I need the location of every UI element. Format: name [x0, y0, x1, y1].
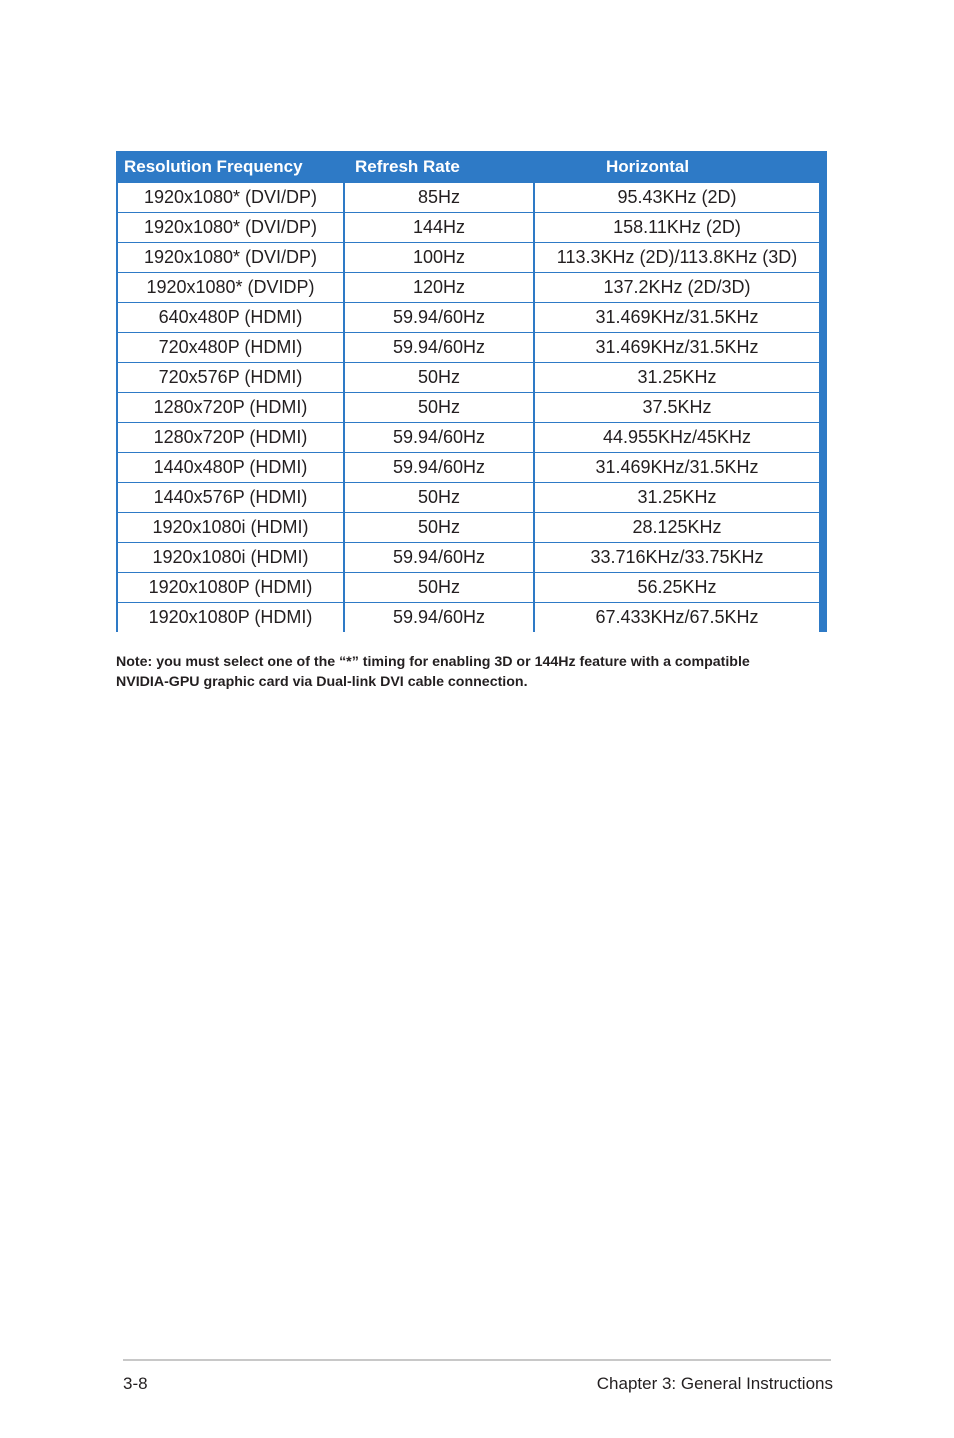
table-row — [117, 213, 820, 243]
table-row — [117, 303, 820, 333]
cell-resolution: 1920x1080P (HDMI) — [117, 603, 344, 633]
note-line-2: NVIDIA-GPU graphic card via Dual-link DVI cable connection. — [116, 674, 528, 690]
cell-refresh-rate: 59.94/60Hz — [344, 423, 534, 453]
table-header-row — [117, 151, 820, 183]
table-body — [117, 183, 820, 633]
header-resolution-frequency: Resolution Frequency — [117, 151, 344, 183]
cell-resolution: 1280x720P (HDMI) — [117, 393, 344, 423]
cell-refresh-rate: 59.94/60Hz — [344, 543, 534, 573]
note-text — [116, 652, 836, 692]
table-row — [117, 573, 820, 603]
cell-horizontal: 56.25KHz — [534, 573, 820, 603]
cell-resolution: 720x576P (HDMI) — [117, 363, 344, 393]
cell-horizontal: 31.25KHz — [534, 483, 820, 513]
table-row — [117, 483, 820, 513]
cell-horizontal: 31.469KHz/31.5KHz — [534, 453, 820, 483]
cell-horizontal: 31.25KHz — [534, 363, 820, 393]
cell-horizontal: 44.955KHz/45KHz — [534, 423, 820, 453]
cell-horizontal: 67.433KHz/67.5KHz — [534, 603, 820, 633]
timing-table — [116, 151, 821, 632]
cell-resolution: 1280x720P (HDMI) — [117, 423, 344, 453]
cell-resolution: 1920x1080i (HDMI) — [117, 513, 344, 543]
page-number: 3-8 — [123, 1374, 148, 1393]
cell-horizontal: 37.5KHz — [534, 393, 820, 423]
note-line-1: Note: you must select one of the “*” timing for enabling 3D or 144Hz feature with a compatible — [116, 654, 750, 670]
cell-refresh-rate: 50Hz — [344, 393, 534, 423]
cell-resolution: 720x480P (HDMI) — [117, 333, 344, 363]
cell-resolution: 1920x1080* (DVI/DP) — [117, 213, 344, 243]
cell-refresh-rate: 50Hz — [344, 483, 534, 513]
cell-resolution: 1920x1080* (DVI/DP) — [117, 183, 344, 213]
cell-horizontal: 137.2KHz (2D/3D) — [534, 273, 820, 303]
timing-table-container — [116, 151, 827, 632]
cell-horizontal: 28.125KHz — [534, 513, 820, 543]
header-horizontal: Horizontal — [534, 151, 820, 183]
footer-divider — [123, 1359, 831, 1361]
table-row — [117, 273, 820, 303]
cell-refresh-rate: 59.94/60Hz — [344, 303, 534, 333]
table-row — [117, 603, 820, 633]
cell-resolution: 1920x1080i (HDMI) — [117, 543, 344, 573]
cell-resolution: 1440x480P (HDMI) — [117, 453, 344, 483]
header-refresh-rate: Refresh Rate — [344, 151, 534, 183]
cell-horizontal: 33.716KHz/33.75KHz — [534, 543, 820, 573]
cell-refresh-rate: 85Hz — [344, 183, 534, 213]
cell-resolution: 1920x1080* (DVIDP) — [117, 273, 344, 303]
table-row — [117, 363, 820, 393]
table-row — [117, 333, 820, 363]
table-row — [117, 183, 820, 213]
chapter-title: Chapter 3: General Instructions — [596, 1374, 833, 1393]
cell-refresh-rate: 59.94/60Hz — [344, 453, 534, 483]
table-row — [117, 543, 820, 573]
table-row — [117, 393, 820, 423]
cell-refresh-rate: 100Hz — [344, 243, 534, 273]
cell-refresh-rate: 50Hz — [344, 363, 534, 393]
cell-refresh-rate: 50Hz — [344, 513, 534, 543]
cell-horizontal: 31.469KHz/31.5KHz — [534, 303, 820, 333]
cell-horizontal: 113.3KHz (2D)/113.8KHz (3D) — [534, 243, 820, 273]
cell-horizontal: 95.43KHz (2D) — [534, 183, 820, 213]
table-row — [117, 243, 820, 273]
cell-refresh-rate: 50Hz — [344, 573, 534, 603]
cell-resolution: 1440x576P (HDMI) — [117, 483, 344, 513]
cell-resolution: 1920x1080* (DVI/DP) — [117, 243, 344, 273]
cell-resolution: 640x480P (HDMI) — [117, 303, 344, 333]
cell-horizontal: 158.11KHz (2D) — [534, 213, 820, 243]
cell-refresh-rate: 144Hz — [344, 213, 534, 243]
table-row — [117, 513, 820, 543]
cell-horizontal: 31.469KHz/31.5KHz — [534, 333, 820, 363]
cell-refresh-rate: 120Hz — [344, 273, 534, 303]
cell-resolution: 1920x1080P (HDMI) — [117, 573, 344, 603]
cell-refresh-rate: 59.94/60Hz — [344, 603, 534, 633]
table-row — [117, 453, 820, 483]
cell-refresh-rate: 59.94/60Hz — [344, 333, 534, 363]
table-row — [117, 423, 820, 453]
